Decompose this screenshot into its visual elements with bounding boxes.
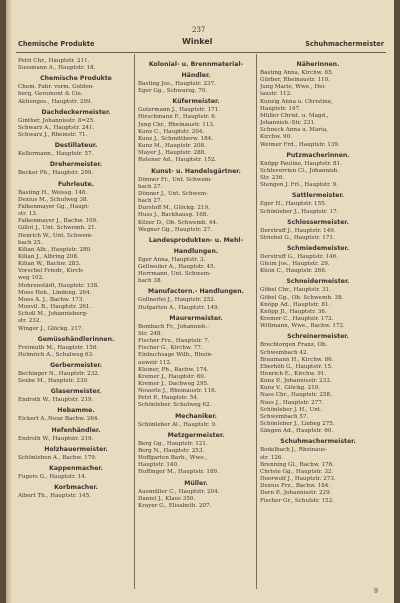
directory-entry: Göbel Chr., Hauptstr. 31.: [260, 287, 331, 294]
directory-entry: Hoffgarten Barb., Wwe.,: [138, 455, 208, 462]
directory-entry: Eger H., Hauptstr. 155.: [260, 201, 327, 208]
directory-entry: Schwembach 42.: [260, 349, 309, 356]
directory-entry: Petri Chr., Hauptstr. 211.: [18, 58, 90, 64]
trade-heading: Putzmacherinnen.: [286, 151, 350, 159]
trade-heading: Hefenhändler.: [51, 426, 101, 434]
directory-entry: Eger Gg., Schwarzg. 70.: [138, 88, 208, 95]
directory-entry: Albert Th., Hauptstr. 145.: [18, 493, 91, 500]
directory-entry: Kilzer D., Ob. Schwemb. 44.: [138, 219, 218, 226]
directory-entry: Eberhöh G., Hauptstr. 15.: [260, 363, 333, 370]
directory-entry: weg 102.: [18, 275, 44, 282]
directory-entry: Henrich W., Unt. Schwem-: [18, 232, 93, 239]
directory-entry: Ginther, Johannisstr. 8=25.: [18, 117, 95, 124]
directory-entry: Derstruff J., Hauptstr. 149.: [260, 227, 336, 234]
page-fold-shadow: [6, 0, 12, 603]
directory-entry: laustr. 112.: [260, 91, 292, 98]
directory-entry: Chem. Fabr. vorm. Golden-: [18, 84, 95, 91]
directory-entry: Durstoff M., Glöckg. 219.: [138, 205, 210, 212]
directory-entry: Schönleber J., Liebeg 275.: [260, 421, 335, 428]
directory-entry: Müller Christ. u. Magd.,: [260, 112, 329, 119]
directory-entry: Fischer Gr., Schulstr. 152.: [260, 497, 335, 504]
trade-heading: Korbmacher.: [54, 484, 98, 492]
directory-entry: Kellermann., Hauptstr. 57.: [18, 151, 94, 158]
column-divider: [256, 54, 257, 589]
trade-heading: Schneidermeister.: [286, 278, 350, 286]
directory-entry: Göbel Gg., Ob. Schwemb. 38.: [260, 294, 344, 301]
directory-entry: Schönleber, Schulweg 62.: [138, 402, 212, 409]
directory-entry: Gellweiler A., Hauptstr. 45.: [138, 263, 216, 270]
directory-entry: Kirchw. 90.: [260, 134, 292, 141]
page-number: 237: [192, 26, 206, 34]
directory-entry: Knöpp Pauline, Hauptstr. 81.: [260, 160, 342, 167]
directory-entry: str. 232.: [18, 318, 42, 325]
directory-entry: Henrich E., Kirchw. 91.: [260, 371, 327, 377]
column-1: [18, 58, 134, 500]
directory-entry: Basting Anna, Kirchw. 85.: [260, 70, 334, 76]
directory-entry: Kunz C., Hauptstr. 204.: [138, 128, 205, 135]
directory-entry: bach 27.: [138, 183, 163, 190]
directory-entry: Dexius M., Schulweg 38.: [18, 196, 89, 203]
directory-entry: Sängen Ad., Hauptstr. 60.: [260, 428, 334, 435]
directory-entry: Hufgarten A., Hauptstr. 149.: [138, 304, 220, 311]
trade-heading: Schreinermeister.: [287, 333, 349, 341]
trade-heading: Müller.: [184, 479, 208, 487]
directory-entry: Schwembach 57.: [260, 413, 309, 420]
trade-heading: Näherinnen.: [296, 61, 340, 68]
directory-entry: Gillot J., Unt. Schwemb. 21.: [18, 225, 97, 232]
trade-heading: Metzgermeister.: [167, 431, 225, 439]
corner-mark: 9: [374, 588, 378, 595]
directory-entry: Freimuth M., Hauptstr. 158.: [18, 344, 99, 351]
trade-heading: Kappenmacher.: [49, 464, 103, 472]
directory-entry: Auemüller C., Hauptstr. 204.: [138, 488, 220, 495]
directory-entry: Kunzig Anna u. Christine,: [260, 98, 333, 105]
directory-entry: auweir 112.: [138, 359, 172, 366]
directory-entry: Moos Heh., Lindeng. 264.: [18, 289, 92, 296]
directory-entry: Becker Ph., Hauptstr. 299.: [18, 170, 94, 177]
directory-entry: Schönleber J. H., Unt.: [260, 406, 322, 413]
directory-entry: Einbuchsage Wilh., Rhein-: [138, 352, 213, 359]
directory-page: [6, 0, 394, 603]
header-rule: [16, 52, 386, 53]
trade-heading: Kunst- u. Handelsgärtner.: [151, 167, 241, 175]
directory-entry: Gutermann J., Hauptstr. 171.: [138, 107, 220, 114]
header-right: Schuhmachermeister: [305, 40, 384, 48]
trade-heading: Mechaniker.: [175, 412, 217, 420]
directory-entry: Nass J., Hauptstr. 277.: [260, 399, 324, 406]
directory-entry: Endrsth W., Hauptstr. 219.: [18, 397, 94, 404]
column-divider: [134, 54, 135, 589]
directory-entry: Striebel G., Hauptstr. 171.: [260, 234, 335, 241]
trade-heading: Fuhrleute.: [57, 180, 94, 188]
directory-entry: Petri P., Hauptstr. 54.: [138, 395, 199, 402]
directory-entry: str. 13.: [18, 211, 38, 218]
directory-entry: Dönner Fr., Unt. Schwem-: [138, 176, 213, 183]
directory-entry: Scholl M., Johannisberg-: [18, 311, 88, 318]
directory-entry: Mouvil. B., Hauptstr. 261.: [18, 304, 92, 311]
directory-entry: Gleim Jos., Hauptstr. 29.: [260, 261, 330, 268]
column-3: [260, 58, 376, 505]
directory-entry: Sexbe M., Hauptstr. 230.: [18, 378, 89, 385]
directory-entry: Kunz J., Schmittberw. 184.: [138, 135, 213, 142]
header-left: Chemische Produkte: [18, 40, 95, 48]
trade-heading: Sattlermeister.: [291, 192, 345, 200]
directory-entry: Berg N., Hauptstr. 253.: [138, 447, 205, 454]
directory-entry: Hoffinger M., Hauptstr. 189.: [138, 469, 219, 476]
directory-entry: Schönleber Al., Hauptstr. 9.: [138, 421, 217, 428]
trade-heading: Küfermeister.: [172, 98, 220, 106]
directory-entry: Nass Chr., Hauptstr. 258.: [260, 392, 332, 399]
directory-entry: Gollnerlei J., Hauptstr. 252.: [138, 297, 216, 304]
directory-entry: Fischer G., Kirchw. 77.: [138, 345, 203, 352]
directory-entry: Basting H., Weissg. 148.: [18, 189, 88, 196]
directory-entry: Jung Chr., Rheinaustr. 113.: [138, 121, 215, 128]
directory-entry: Schwarz A., Hauptstr. 241.: [18, 124, 95, 131]
trade-heading: Dachdeckermeister.: [41, 108, 111, 116]
trade-heading: Handlungen.: [173, 247, 219, 255]
directory-entry: Berg Gg., Hauptstr. 121.: [138, 440, 208, 447]
directory-entry: Falkenmayer Gg., Haupt-: [18, 203, 90, 210]
trade-heading: Destillateur.: [54, 142, 98, 150]
directory-entry: Str. 236.: [260, 175, 285, 182]
directory-entry: berg, Geromont & Cie.: [18, 91, 83, 98]
directory-entry: Dönner J., Unt. Schwem-: [138, 190, 208, 197]
directory-entry: Krayer G., Elisabeth. 207.: [138, 502, 212, 509]
directory-entry: Falkenmayer J., Bachw. 109.: [18, 218, 98, 225]
directory-entry: Kunz M., Hauptstr. 208.: [138, 143, 206, 150]
trade-heading: Schmiedemeister.: [286, 244, 350, 252]
header-center: Winkel: [182, 37, 213, 46]
directory-entry: Fischer Frz., Hauptstr. 7.: [138, 338, 210, 345]
directory-entry: Kunz P., Johannisstr. 233.: [260, 378, 332, 385]
directory-entry: Endrsth W., Hauptstr. 219.: [18, 435, 94, 442]
trade-heading: Schuhmachermeister.: [280, 438, 356, 446]
directory-entry: Basting Jos., Hauptstr. 237.: [138, 81, 216, 87]
directory-entry: Huss J., Backhausg. 168.: [138, 212, 209, 219]
trade-heading: Drehermeister.: [49, 161, 103, 169]
directory-entry: Wittmann, Wwe., Bachw. 172.: [260, 323, 345, 330]
directory-entry: Helmrich A., Schulweg 63.: [18, 351, 94, 358]
directory-entry: Nouerle J., Rheinaustr. 116.: [138, 388, 217, 395]
trade-heading: Kolonial- u. Brennmaterial-: [148, 61, 244, 68]
directory-entry: Daniel J., Klaus 350.: [138, 495, 196, 502]
directory-entry: Kremer J., Dachweg 295.: [138, 381, 209, 387]
directory-entry: Brechtorgen Franz, Ob.: [260, 342, 328, 349]
trade-heading: Händler.: [181, 72, 211, 79]
directory-entry: Knöpp Ad., Hauptstr. 81.: [260, 301, 331, 308]
directory-entry: Hirschmann F., Hauptstr. 6.: [138, 114, 217, 121]
directory-entry: Klein C., Hauptstr. 266.: [260, 268, 327, 275]
trade-heading: Gerbermeister.: [49, 362, 103, 369]
directory-entry: bach 38.: [138, 278, 163, 285]
directory-entry: Schwarz J., Rheinstr. 71.: [18, 132, 88, 139]
directory-entry: Weimer Frd., Hauptstr. 139.: [260, 141, 340, 148]
directory-entry: Kremer C., Hauptstr. 172.: [260, 316, 334, 323]
directory-entry: bach 25.: [18, 239, 43, 246]
directory-entry: Kilian Alb., Hauptstr. 280.: [18, 246, 92, 253]
directory-entry: Schönleben A., Bachw. 179.: [18, 454, 97, 461]
directory-entry: Mayer J., Hauptstr. 288.: [138, 150, 206, 157]
trade-heading: Hebamme.: [57, 407, 95, 415]
directory-entry: Braumann H., Kirchw. 86.: [260, 356, 334, 363]
directory-entry: Kilian W., Bachw. 283.: [18, 261, 81, 268]
directory-entry: Bodelbach J., Rheinaus-: [260, 447, 327, 454]
directory-entry: Stengen J. Frl., Hauptstr. 9.: [260, 182, 339, 189]
directory-entry: Vorschel Friedr., Kirch-: [18, 268, 84, 275]
trade-heading: Gemüsehändlerinnen.: [37, 335, 115, 343]
directory-entry: Bechinger N., Hauptstr. 232.: [18, 371, 100, 377]
directory-entry: Sussmann A., Hauptstr. 18.: [18, 65, 96, 72]
trade-heading: Maurermeister.: [169, 314, 223, 322]
directory-entry: Johannisb.-Str. 231.: [260, 120, 316, 127]
directory-entry: Eger Anna, Hauptstr. 3.: [138, 256, 206, 263]
directory-entry: Dern P., Johannisstr. 229.: [260, 490, 332, 497]
trade-heading: Landesprodukten- u. Mehl-: [148, 236, 244, 244]
trade-heading: Holzhauermeister.: [44, 445, 108, 453]
directory-entry: Str. 248.: [138, 330, 163, 337]
column-2: [138, 58, 254, 510]
directory-entry: Wegner Gg., Hauptstr. 27.: [138, 226, 213, 233]
directory-entry: Herrmann, Unt. Schwem-: [138, 271, 211, 278]
trade-heading: Chemische Produkte: [40, 75, 112, 83]
trade-heading: Glasermeister.: [50, 388, 102, 396]
directory-entry: Winger J., Glöckg. 217.: [18, 325, 84, 332]
directory-entry: Kilian J., Albring 208.: [18, 253, 79, 260]
directory-entry: Derstruff G., Hauptstr. 146.: [260, 253, 339, 260]
directory-entry: Gürber, Rheinaustr. 110.: [260, 77, 330, 84]
directory-entry: Doorwolf J., Hauptstr. 273.: [260, 476, 336, 483]
directory-entry: str. 126.: [260, 454, 284, 461]
directory-entry: Kunz V., Glöckg. 219.: [260, 385, 321, 392]
directory-entry: Mohrenstädt, Hauptstr. 138.: [18, 282, 99, 289]
trade-heading: Manufactorn.- Handlungen.: [148, 288, 244, 296]
directory-entry: Christe Gg., Hauptstr. 32.: [260, 468, 334, 475]
directory-entry: Schönleber J., Hauptstr. 17.: [260, 208, 339, 215]
directory-entry: Eickert A.,Neue Bachw. 264.: [18, 416, 100, 423]
directory-entry: Schneck Anna u. Maria,: [260, 127, 328, 134]
directory-entry: bach 27.: [138, 198, 163, 205]
directory-entry: Bombach Fr., Johannisb.-: [138, 323, 210, 330]
directory-entry: Kremer J., Hauptstr. 60.: [138, 373, 206, 380]
directory-entry: Rotener Ad., Hauptstr. 152.: [138, 157, 217, 164]
trade-heading: Schlossermeister.: [287, 218, 349, 226]
directory-entry: Jung Marie, Wwe., Hei-: [260, 84, 327, 91]
directory-entry: Kleiner, Ph., Bachw. 174.: [138, 366, 209, 373]
directory-entry: Fugers G., Hauptstr. 14.: [18, 473, 87, 480]
directory-entry: Schleverrien Cl., Johannisb.: [260, 167, 340, 174]
directory-entry: Knöpp Jl., Hauptstr. 36.: [260, 308, 327, 315]
directory-entry: Moos A. J., Bachw. 173.: [18, 296, 85, 303]
directory-entry: Hauptstr. 140.: [138, 462, 179, 469]
directory-entry: Dexius Frz., Bachw. 184.: [260, 483, 331, 490]
directory-entry: Hauptstr. 147.: [260, 105, 301, 112]
directory-entry: Brenning Gl., Bachw. 176.: [260, 461, 334, 468]
directory-entry: Aktienges., Hauptstr. 299.: [18, 98, 93, 105]
